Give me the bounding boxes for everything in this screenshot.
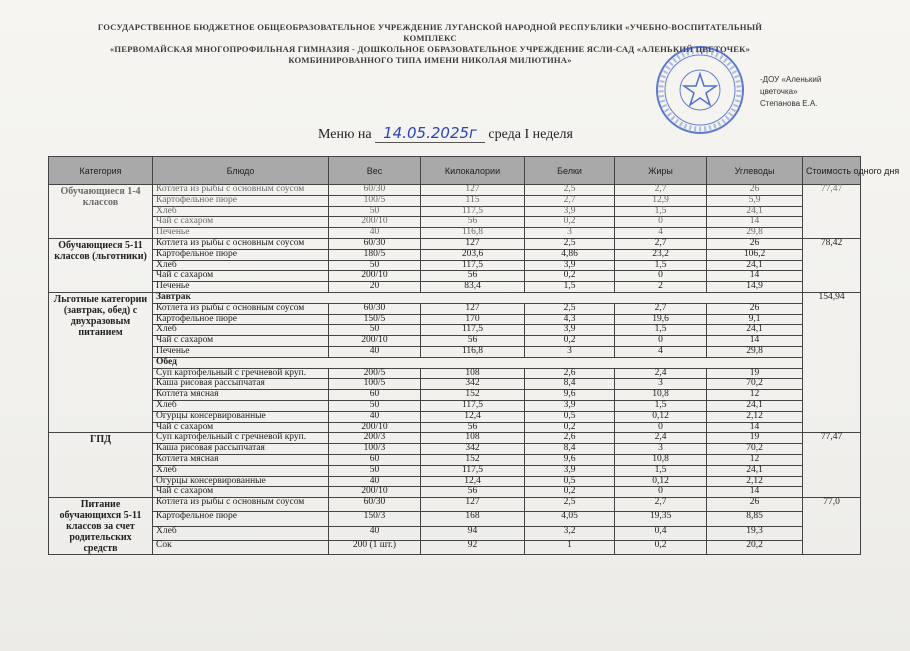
protein-cell: 0,2 (525, 336, 615, 347)
dish-cell: Хлеб (153, 325, 329, 336)
weight-cell: 100/5 (329, 379, 421, 390)
protein-cell: 0,5 (525, 476, 615, 487)
header-dish: Блюдо (153, 157, 329, 185)
carbs-cell: 12 (707, 454, 803, 465)
dish-cell: Хлеб (153, 260, 329, 271)
carbs-cell: 26 (707, 238, 803, 249)
protein-cell: 3,9 (525, 206, 615, 217)
carbs-cell: 24,1 (707, 206, 803, 217)
dish-cell: Хлеб (153, 526, 329, 540)
kcal-cell: 127 (421, 303, 525, 314)
dish-cell: Чай с сахаром (153, 336, 329, 347)
carbs-cell: 14 (707, 217, 803, 228)
approval-line: Степанова Е.А. (760, 99, 818, 108)
table-row (49, 433, 861, 444)
carbs-cell: 26 (707, 498, 803, 512)
kcal-cell: 117,5 (421, 260, 525, 271)
weight-cell: 60 (329, 454, 421, 465)
fat-cell: 0 (615, 336, 707, 347)
table-row (49, 303, 861, 314)
carbs-cell: 14,9 (707, 282, 803, 293)
kcal-cell: 127 (421, 238, 525, 249)
fat-cell: 10,8 (615, 390, 707, 401)
dish-cell: Чай с сахаром (153, 271, 329, 282)
weight-cell: 40 (329, 526, 421, 540)
fat-cell: 2,4 (615, 368, 707, 379)
table-row (49, 271, 861, 282)
kcal-cell: 117,5 (421, 325, 525, 336)
fat-cell: 1,5 (615, 400, 707, 411)
fat-cell: 0,12 (615, 476, 707, 487)
section-title: Завтрак (153, 292, 803, 303)
carbs-cell: 19,3 (707, 526, 803, 540)
menu-table-body (49, 185, 861, 555)
kcal-cell: 116,8 (421, 346, 525, 357)
kcal-cell: 170 (421, 314, 525, 325)
table-row (49, 336, 861, 347)
protein-cell: 2,5 (525, 498, 615, 512)
protein-cell: 2,5 (525, 185, 615, 196)
dish-cell: Огурцы консервированные (153, 411, 329, 422)
kcal-cell: 56 (421, 271, 525, 282)
protein-cell: 9,6 (525, 454, 615, 465)
table-header-row (49, 157, 861, 185)
kcal-cell: 116,8 (421, 228, 525, 239)
dish-cell: Котлета из рыбы с основным соусом (153, 498, 329, 512)
table-row (49, 498, 861, 512)
kcal-cell: 117,5 (421, 465, 525, 476)
weight-cell: 40 (329, 228, 421, 239)
weight-cell: 40 (329, 476, 421, 487)
cost-cell: 77,0 (803, 498, 861, 555)
kcal-cell: 168 (421, 512, 525, 526)
carbs-cell: 26 (707, 185, 803, 196)
protein-cell: 4,86 (525, 249, 615, 260)
protein-cell: 3,9 (525, 260, 615, 271)
weight-cell: 50 (329, 325, 421, 336)
header-weight: Вес (329, 157, 421, 185)
table-row (49, 249, 861, 260)
fat-cell: 2,7 (615, 185, 707, 196)
carbs-cell: 8,85 (707, 512, 803, 526)
kcal-cell: 56 (421, 487, 525, 498)
kcal-cell: 152 (421, 390, 525, 401)
header-protein: Белки (525, 157, 615, 185)
dish-cell: Суп картофельный с гречневой круп. (153, 368, 329, 379)
protein-cell: 0,2 (525, 422, 615, 433)
protein-cell: 3,2 (525, 526, 615, 540)
kcal-cell: 152 (421, 454, 525, 465)
cost-cell: 78,42 (803, 238, 861, 292)
table-row (49, 487, 861, 498)
dish-cell: Сок (153, 540, 329, 554)
fat-cell: 19,6 (615, 314, 707, 325)
weight-cell: 40 (329, 346, 421, 357)
dish-cell: Каша рисовая рассыпчатая (153, 379, 329, 390)
fat-cell: 3 (615, 379, 707, 390)
dish-cell: Огурцы консервированные (153, 476, 329, 487)
cost-cell: 77,47 (803, 185, 861, 239)
protein-cell: 3,9 (525, 325, 615, 336)
title-prefix: Меню на (318, 127, 372, 142)
dish-cell: Котлета из рыбы с основным соусом (153, 303, 329, 314)
weight-cell: 50 (329, 465, 421, 476)
fat-cell: 0 (615, 422, 707, 433)
fat-cell: 23,2 (615, 249, 707, 260)
kcal-cell: 56 (421, 422, 525, 433)
carbs-cell: 24,1 (707, 325, 803, 336)
table-row (49, 411, 861, 422)
carbs-cell: 26 (707, 303, 803, 314)
approval-line: цветочка» (760, 87, 798, 96)
weight-cell: 60/30 (329, 238, 421, 249)
section-title: Обед (153, 357, 803, 368)
protein-cell: 8,4 (525, 379, 615, 390)
carbs-cell: 70,2 (707, 444, 803, 455)
carbs-cell: 12 (707, 390, 803, 401)
table-row (49, 379, 861, 390)
carbs-cell: 5,9 (707, 195, 803, 206)
fat-cell: 0 (615, 487, 707, 498)
protein-cell: 3,9 (525, 400, 615, 411)
carbs-cell: 24,1 (707, 400, 803, 411)
fat-cell: 1,5 (615, 206, 707, 217)
header-kcal: Килокалории (421, 157, 525, 185)
carbs-cell: 20,2 (707, 540, 803, 554)
kcal-cell: 12,4 (421, 411, 525, 422)
table-row (49, 454, 861, 465)
carbs-cell: 9,1 (707, 314, 803, 325)
carbs-cell: 24,1 (707, 260, 803, 271)
weight-cell: 20 (329, 282, 421, 293)
table-row (49, 465, 861, 476)
header-line: «ПЕРВОМАЙСКАЯ МНОГОПРОФИЛЬНАЯ ГИМНАЗИЯ - ДОШКОЛЬНОЕ ОБРАЗОВАТЕЛЬНОЕ УЧРЕЖДЕНИЕ ЯСЛИ-САД «АЛЕНЬКИЙ ЦВЕТОЧЕК» (109, 44, 751, 54)
title-suffix: среда I неделя (488, 127, 573, 142)
kcal-cell: 115 (421, 195, 525, 206)
protein-cell: 3 (525, 346, 615, 357)
weight-cell: 200/10 (329, 487, 421, 498)
carbs-cell: 70,2 (707, 379, 803, 390)
table-row (49, 526, 861, 540)
weight-cell: 50 (329, 260, 421, 271)
kcal-cell: 108 (421, 433, 525, 444)
weight-cell: 150/5 (329, 314, 421, 325)
protein-cell: 4,3 (525, 314, 615, 325)
protein-cell: 2,7 (525, 195, 615, 206)
fat-cell: 4 (615, 346, 707, 357)
table-row (49, 400, 861, 411)
fat-cell: 3 (615, 444, 707, 455)
dish-cell: Хлеб (153, 465, 329, 476)
dish-cell: Картофельное пюре (153, 195, 329, 206)
header-cost: Стоимость одного дня (803, 157, 861, 185)
dish-cell: Котлета мясная (153, 390, 329, 401)
protein-cell: 1,5 (525, 282, 615, 293)
table-row (49, 444, 861, 455)
weight-cell: 60/30 (329, 185, 421, 196)
fat-cell: 0,12 (615, 411, 707, 422)
table-row (49, 282, 861, 293)
table-row (49, 238, 861, 249)
header-fat: Жиры (615, 157, 707, 185)
weight-cell: 60/30 (329, 498, 421, 512)
header-line: КОМБИНИРОВАННОГО ТИПА ИМЕНИ НИКОЛАЯ МИЛЮТИНА» (288, 55, 572, 65)
dish-cell: Чай с сахаром (153, 217, 329, 228)
protein-cell: 0,5 (525, 411, 615, 422)
fat-cell: 1,5 (615, 325, 707, 336)
protein-cell: 2,5 (525, 303, 615, 314)
protein-cell: 3 (525, 228, 615, 239)
header-category: Категория (49, 157, 153, 185)
table-row (49, 217, 861, 228)
official-stamp-icon (654, 44, 746, 136)
menu-date: 14.05.2025г (375, 124, 485, 143)
weight-cell: 200/5 (329, 368, 421, 379)
weight-cell: 40 (329, 411, 421, 422)
table-row (49, 185, 861, 196)
kcal-cell: 127 (421, 185, 525, 196)
carbs-cell: 29,8 (707, 228, 803, 239)
weight-cell: 50 (329, 400, 421, 411)
table-row (49, 228, 861, 239)
table-row (49, 368, 861, 379)
kcal-cell: 94 (421, 526, 525, 540)
carbs-cell: 14 (707, 422, 803, 433)
fat-cell: 2,7 (615, 498, 707, 512)
dish-cell: Картофельное пюре (153, 314, 329, 325)
fat-cell: 2,7 (615, 238, 707, 249)
menu-title (318, 124, 573, 143)
kcal-cell: 342 (421, 444, 525, 455)
kcal-cell: 342 (421, 379, 525, 390)
dish-cell: Котлета из рыбы с основным соусом (153, 185, 329, 196)
weight-cell: 100/5 (329, 195, 421, 206)
protein-cell: 0,2 (525, 217, 615, 228)
weight-cell: 200/10 (329, 217, 421, 228)
dish-cell: Суп картофельный с гречневой круп. (153, 433, 329, 444)
kcal-cell: 56 (421, 217, 525, 228)
table-row (49, 346, 861, 357)
fat-cell: 1,5 (615, 465, 707, 476)
kcal-cell: 117,5 (421, 206, 525, 217)
kcal-cell: 203,6 (421, 249, 525, 260)
carbs-cell: 19 (707, 368, 803, 379)
protein-cell: 2,6 (525, 368, 615, 379)
table-row (49, 195, 861, 206)
table-row (49, 390, 861, 401)
dish-cell: Котлета из рыбы с основным соусом (153, 238, 329, 249)
weight-cell: 100/3 (329, 444, 421, 455)
category-cell: Обучающиеся 5-11 классов (льготники) (49, 238, 153, 292)
category-cell: Питание обучающихся 5-11 классов за счет родительских средств (49, 498, 153, 555)
cost-cell: 77,47 (803, 433, 861, 498)
fat-cell: 0,2 (615, 540, 707, 554)
category-cell: ГПД (49, 433, 153, 498)
carbs-cell: 24,1 (707, 465, 803, 476)
weight-cell: 60/30 (329, 303, 421, 314)
fat-cell: 0 (615, 217, 707, 228)
dish-cell: Чай с сахаром (153, 422, 329, 433)
header-line: ГОСУДАРСТВЕННОЕ БЮДЖЕТНОЕ ОБЩЕОБРАЗОВАТЕЛЬНОЕ УЧРЕЖДЕНИЕ ЛУГАНСКОЙ НАРОДНОЙ РЕСПУБЛИКИ «УЧЕБНО-ВОСПИТАТЕЛЬНЫЙ КОМПЛЕКС (97, 22, 763, 43)
fat-cell: 2,7 (615, 303, 707, 314)
kcal-cell: 83,4 (421, 282, 525, 293)
protein-cell: 4,05 (525, 512, 615, 526)
weight-cell: 200/3 (329, 433, 421, 444)
protein-cell: 1 (525, 540, 615, 554)
carbs-cell: 19 (707, 433, 803, 444)
fat-cell: 2,4 (615, 433, 707, 444)
protein-cell: 0,2 (525, 271, 615, 282)
dish-cell: Печенье (153, 228, 329, 239)
protein-cell: 8,4 (525, 444, 615, 455)
weight-cell: 200/10 (329, 271, 421, 282)
fat-cell: 4 (615, 228, 707, 239)
fat-cell: 2 (615, 282, 707, 293)
weight-cell: 200 (1 шт.) (329, 540, 421, 554)
section-title-row (49, 357, 861, 368)
fat-cell: 0 (615, 271, 707, 282)
table-row (49, 512, 861, 526)
dish-cell: Хлеб (153, 400, 329, 411)
category-cell: Льготные категории (завтрак, обед) с двухразовым питанием (49, 292, 153, 432)
carbs-cell: 14 (707, 271, 803, 282)
fat-cell: 1,5 (615, 260, 707, 271)
dish-cell: Печенье (153, 346, 329, 357)
dish-cell: Котлета мясная (153, 454, 329, 465)
fat-cell: 10,8 (615, 454, 707, 465)
kcal-cell: 127 (421, 498, 525, 512)
approval-block (760, 74, 880, 110)
dish-cell: Каша рисовая рассыпчатая (153, 444, 329, 455)
category-cell: Обучающиеся 1-4 классов (49, 185, 153, 239)
table-row (49, 540, 861, 554)
protein-cell: 9,6 (525, 390, 615, 401)
menu-table (48, 156, 900, 555)
dish-cell: Картофельное пюре (153, 249, 329, 260)
carbs-cell: 14 (707, 336, 803, 347)
kcal-cell: 117,5 (421, 400, 525, 411)
carbs-cell: 14 (707, 487, 803, 498)
carbs-cell: 2,12 (707, 411, 803, 422)
carbs-cell: 106,2 (707, 249, 803, 260)
section-title-row (49, 292, 861, 303)
fat-cell: 12,9 (615, 195, 707, 206)
protein-cell: 0,2 (525, 487, 615, 498)
dish-cell: Чай с сахаром (153, 487, 329, 498)
fat-cell: 0,4 (615, 526, 707, 540)
weight-cell: 60 (329, 390, 421, 401)
dish-cell: Картофельное пюре (153, 512, 329, 526)
fat-cell: 19,35 (615, 512, 707, 526)
carbs-cell: 29,8 (707, 346, 803, 357)
dish-cell: Хлеб (153, 206, 329, 217)
weight-cell: 180/5 (329, 249, 421, 260)
weight-cell: 150/3 (329, 512, 421, 526)
protein-cell: 2,5 (525, 238, 615, 249)
approval-line: -ДОУ «Аленький (760, 75, 822, 84)
dish-cell: Печенье (153, 282, 329, 293)
weight-cell: 200/10 (329, 422, 421, 433)
header-carbs: Углеводы (707, 157, 803, 185)
protein-cell: 2,6 (525, 433, 615, 444)
weight-cell: 200/10 (329, 336, 421, 347)
protein-cell: 3,9 (525, 465, 615, 476)
kcal-cell: 108 (421, 368, 525, 379)
kcal-cell: 92 (421, 540, 525, 554)
kcal-cell: 56 (421, 336, 525, 347)
kcal-cell: 12,4 (421, 476, 525, 487)
weight-cell: 50 (329, 206, 421, 217)
cost-cell: 154,94 (803, 292, 861, 432)
carbs-cell: 2,12 (707, 476, 803, 487)
